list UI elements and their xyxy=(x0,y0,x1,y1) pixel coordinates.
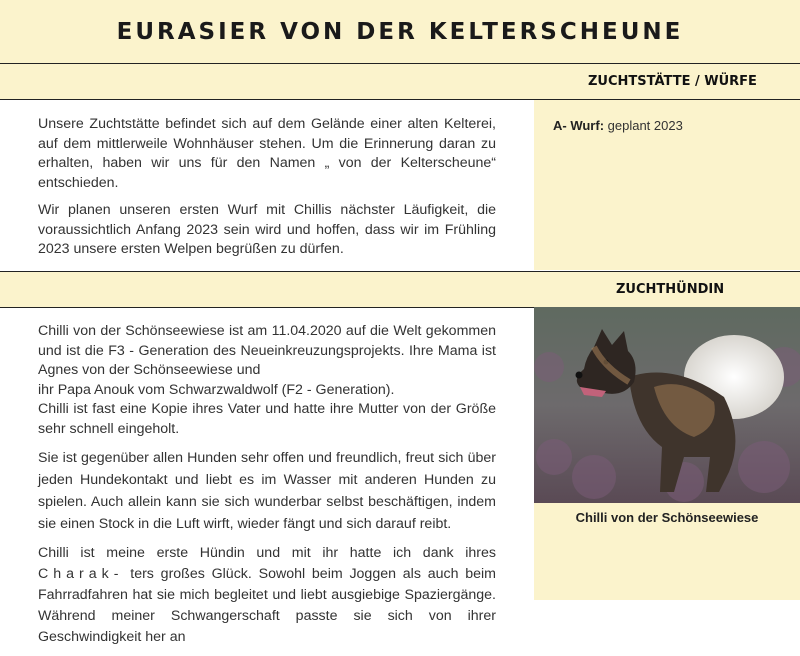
paragraph-line: Chilli von der Schönseewiese ist am 11.04.2020 auf die Welt gekommen und ist die F3 - Generation des Neueinkreuzungsprojekts. Ihre Mama ist Agnes von der Schönseewiese und xyxy=(38,323,496,378)
litter-value: geplant 2023 xyxy=(604,118,683,133)
paragraph-text: ters großes Glück. Sowohl beim Joggen als auch beim Fahrradfahren hat sie mich begleitet und liebt ausgiebige Spaziergänge. Während meiner Schwangerschaft passte sie sich von ihrer Geschwindigkeit her an xyxy=(38,566,496,645)
zuchtstaette-text xyxy=(38,115,496,268)
zuchthuendin-paragraph: Sie ist gegenüber allen Hunden sehr offen und freundlich, freut sich über jeden Hundekontakt und liebt es im Wasser mit anderen Hunden zu spielen. Auch allein kann sie sich wunderbar selbst beschäftigen, indem sie einen Stock in die Luft wirft, wieder fängt und sich darauf reibt. xyxy=(38,450,496,532)
section-bar-zuchthuendin xyxy=(0,271,800,308)
section-bar-zuchtstaette xyxy=(0,64,800,100)
litter-sidebar xyxy=(534,100,800,270)
paragraph-line: Chilli ist fast eine Kopie ihres Vater und hatte ihre Mutter von der Größe sehr schnell eingeholt. xyxy=(38,401,496,437)
zuchthuendin-paragraph xyxy=(38,322,496,439)
page-title: EURASIER VON DER KELTERSCHEUNE xyxy=(116,18,684,45)
litter-info xyxy=(553,118,683,133)
page-header xyxy=(0,0,800,64)
zuchthuendin-text xyxy=(38,322,496,656)
paragraph-text: Chilli ist meine erste Hündin und mit ihr hatte ich dank ihres xyxy=(38,545,496,561)
paragraph-line: ihr Papa Anouk vom Schwarzwaldwolf (F2 - Generation). xyxy=(38,381,395,398)
zuchtstaette-paragraph: Unsere Zuchtstätte befindet sich auf dem Gelände einer alten Kelterei, auf dem mittlerweile Wohnhäuser stehen. Um die Erinnerung daran zu erhalten, haben wir uns für den Namen „ von der Kelterscheune“ entschieden. xyxy=(38,116,496,191)
litter-label: A- Wurf: xyxy=(553,118,605,133)
paragraph-text-spaced: Charak- xyxy=(38,566,124,582)
dog-photo-panel xyxy=(534,307,800,600)
dog-photo xyxy=(534,307,800,503)
zuchthuendin-paragraph xyxy=(38,543,496,648)
section-heading-zuchthuendin: ZUCHTHÜNDIN xyxy=(616,282,725,297)
photo-caption: Chilli von der Schönseewiese xyxy=(575,510,759,525)
zuchtstaette-paragraph: Wir planen unseren ersten Wurf mit Chillis nächster Läufigkeit, die voraussichtlich Anfang 2023 sein wird und hoffen, dass wir im Frühling 2023 unsere ersten Welpen begrüßen zu dürfen. xyxy=(38,202,496,257)
section-heading-zuchtstaette: ZUCHTSTÄTTE / WÜRFE xyxy=(588,74,757,89)
